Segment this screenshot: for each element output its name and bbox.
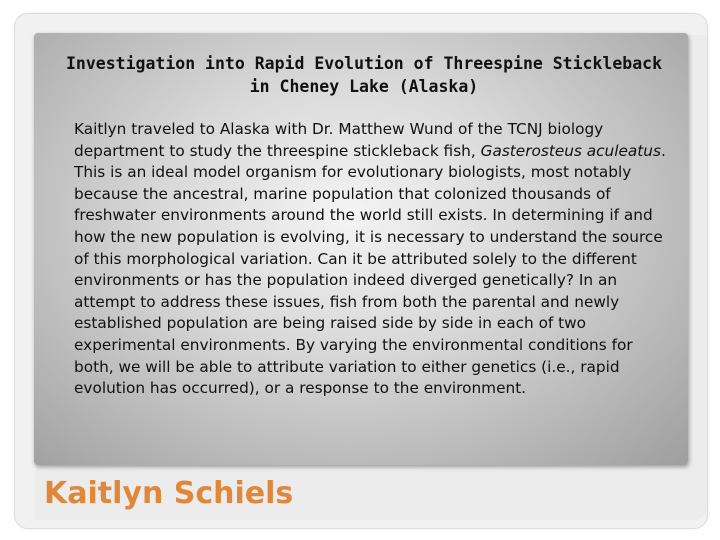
species-name: Gasterosteus aculeatus <box>480 141 661 160</box>
author-name: Kaitlyn Schiels <box>44 476 294 511</box>
body-text-part-1: Kaitlyn traveled to Alaska with Dr. Matthew Wund of the TCNJ biology department to study the threespine stickleback fish, <box>74 120 604 160</box>
body-paragraph <box>74 119 674 400</box>
body-text-part-2: . This is an ideal model organism for evolutionary biologists, most notably because the ancestral, marine population that colonized thousands of freshwater environments around the world still exists. In determining if and how the new population is evolving, it is necessary to understand the source of this morphological variation. Can it be attributed solely to the different environments or has the population indeed diverged genetically? In an attempt to address these issues, fish from both the parental and newly established population are being raised side by side in each of two experimental environments. By varying the environmental conditions for both, we will be able to attribute variation to either genetics (i.e., rapid evolution has occurred), or a response to the environment. <box>74 141 666 398</box>
slide-title: Investigation into Rapid Evolution of Threespine Stickleback in Cheney Lake (Alaska) <box>65 54 663 96</box>
